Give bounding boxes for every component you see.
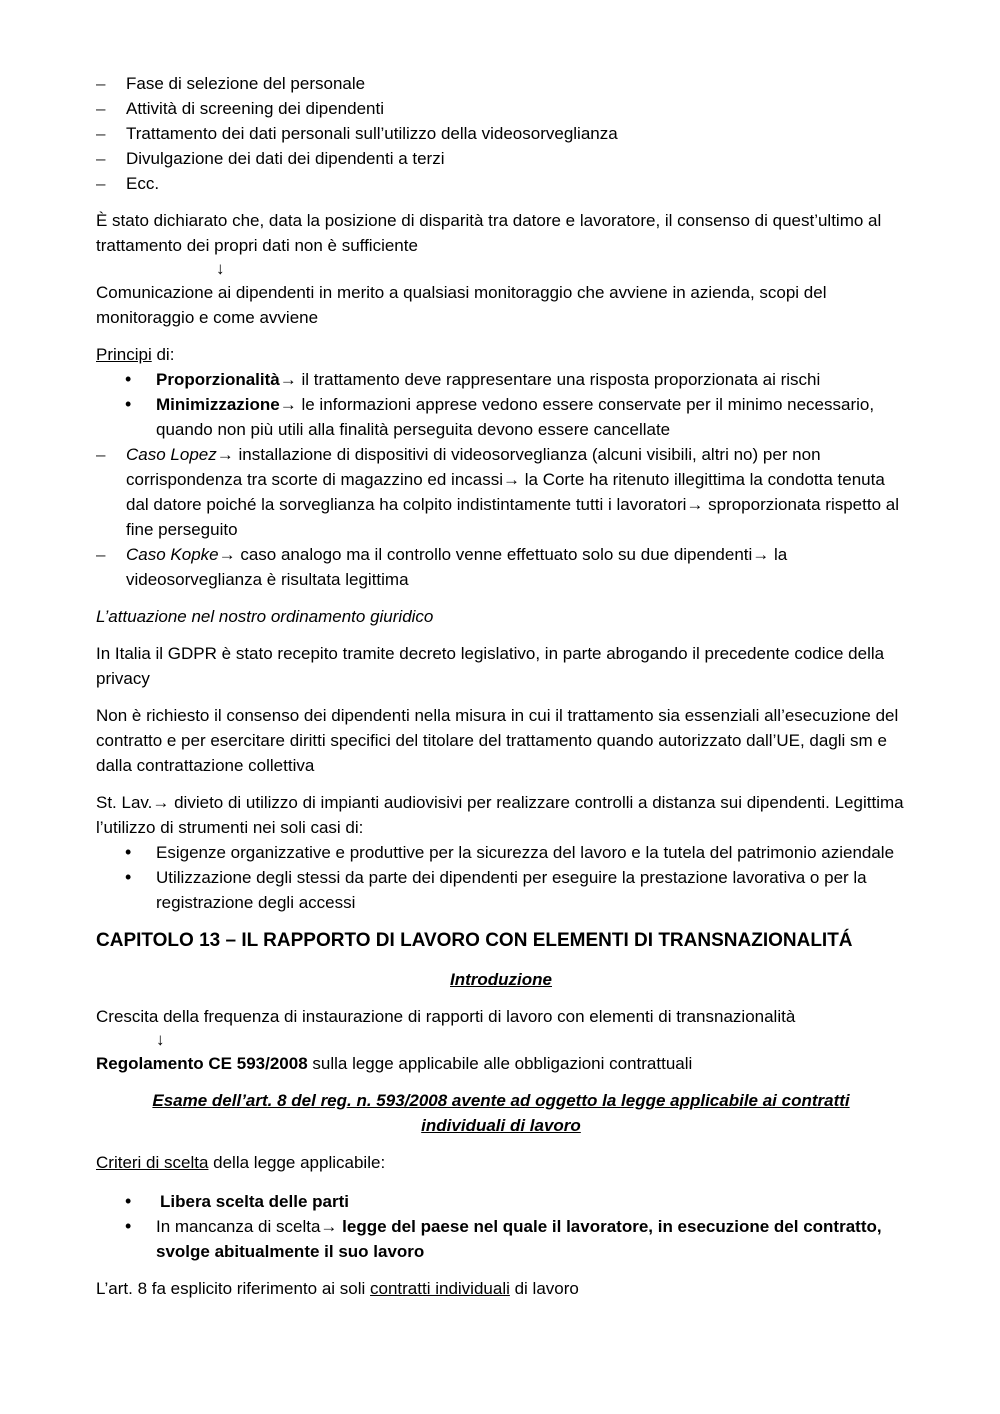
list-item: – Fase di selezione del personale xyxy=(66,71,906,96)
principle-term: Minimizzazione xyxy=(156,395,280,414)
case-name: Caso Kopke xyxy=(126,545,219,564)
list-item xyxy=(96,392,906,442)
principle-text: → il trattamento deve rappresentare una risposta proporzionata ai rischi xyxy=(279,370,821,389)
list-criteria xyxy=(96,1189,906,1264)
exam-title: Esame dell’art. 8 del reg. n. 593/2008 avente ad oggetto la legge applicabile ai contratti individuali di lavoro xyxy=(152,1091,850,1135)
criterion-bold: Libera scelta delle parti xyxy=(160,1192,349,1211)
list-item xyxy=(96,442,906,542)
document-page xyxy=(96,71,906,1301)
list-dash-topics xyxy=(66,71,906,196)
paragraph-regulation xyxy=(96,1051,906,1076)
list-principles xyxy=(96,367,906,442)
paragraph-communication: Comunicazione ai dipendenti in merito a qualsiasi monitoraggio che avviene in azienda, scopi del monitoraggio e come avviene xyxy=(96,283,827,327)
paragraph-st-lav: St. Lav.→ divieto di utilizzo di impianti audiovisivi per realizzare controlli a distanza sui dipendenti. Legittima l’utilizzo di strumenti nei soli casi di: xyxy=(96,793,904,837)
section-title: L’attuazione nel nostro ordinamento giuridico xyxy=(96,607,434,626)
final-post: di lavoro xyxy=(509,1279,579,1298)
list-item xyxy=(96,1214,906,1264)
list-item: – Divulgazione dei dati dei dipendenti a terzi xyxy=(66,146,906,171)
list-item: – Trattamento dei dati personali sull’utilizzo della videosorveglianza xyxy=(66,121,906,146)
principi-heading xyxy=(96,342,906,367)
paragraph-growth: Crescita della frequenza di instaurazione di rapporti di lavoro con elementi di transnazionalità xyxy=(96,1007,796,1026)
principle-text: → le informazioni apprese vedono essere conservate per il minimo necessario, quando non più utili alla finalità perseguita devono essere cancellate xyxy=(156,395,875,439)
criteri-label: Criteri di scelta xyxy=(96,1153,209,1172)
chapter-title: CAPITOLO 13 – IL RAPPORTO DI LAVORO CON ELEMENTI DI TRANSNAZIONALITÁ xyxy=(96,930,853,951)
list-item: • Esigenze organizzative e produttive per la sicurezza del lavoro e la tutela del patrimonio aziendale xyxy=(96,840,906,865)
criteri-suffix: della legge applicabile: xyxy=(208,1153,386,1172)
case-text: → installazione di dispositivi di videosorveglianza (alcuni visibili, altri no) per non corrispondenza tra scorte di magazzino ed incassi→ la Corte ha ritenuto illegittima la condotta tenuta dal datore poiché la sorveglianza ha colpito indistintamente tutti i lavoratori→ sproporzionata rispetto al fine perseguito xyxy=(126,445,899,539)
final-underlined: contratti individuali xyxy=(370,1279,510,1298)
final-pre: L’art. 8 fa esplicito riferimento ai soli xyxy=(96,1279,371,1298)
case-text: → caso analogo ma il controllo venne effettuato solo su due dipendenti→ la videosorveglianza è risultata legittima xyxy=(126,545,788,589)
list-item: • Utilizzazione degli stessi da parte dei dipendenti per eseguire la prestazione lavorativa o per la registrazione degli accessi xyxy=(96,865,906,915)
regulation-rest: sulla legge applicabile alle obbligazioni contrattuali xyxy=(307,1054,693,1073)
paragraph-final xyxy=(96,1276,906,1301)
paragraph-gdpr: In Italia il GDPR è stato recepito tramite decreto legislativo, in parte abrogando il precedente codice della privacy xyxy=(96,644,885,688)
intro-title: Introduzione xyxy=(450,970,552,989)
criterion-pre: In mancanza di scelta→ xyxy=(156,1217,343,1236)
paragraph-consent: È stato dichiarato che, data la posizione di disparità tra datore e lavoratore, il consenso di quest’ultimo al trattamento dei propri dati non è sufficiente xyxy=(96,211,882,255)
list-item xyxy=(96,367,906,392)
criterion-bold: legge del paese nel quale il lavoratore, in esecuzione del contratto, svolge abitualmente il suo lavoro xyxy=(156,1217,882,1261)
list-item xyxy=(96,542,906,592)
principi-suffix: di: xyxy=(151,345,175,364)
paragraph-no-consent: Non è richiesto il consenso dei dipendenti nella misura in cui il trattamento sia essenziali all’esecuzione del contratto e per esercitare diritti specifici del titolare del trattamento quando autorizzato dall’UE, dagli sm e dalla contrattazione collettiva xyxy=(96,706,899,775)
list-item: – Ecc. xyxy=(66,171,906,196)
principi-label: Principi xyxy=(96,345,152,364)
list-item xyxy=(96,1189,906,1214)
criteri-heading xyxy=(96,1150,906,1175)
principle-term: Proporzionalità xyxy=(156,370,280,389)
case-name: Caso Lopez xyxy=(126,445,217,464)
list-item: – Attività di screening dei dipendenti xyxy=(66,96,906,121)
list-cases xyxy=(96,442,906,592)
list-cases-legit xyxy=(96,840,906,915)
arrow-down-icon: ↓ xyxy=(156,1030,165,1049)
arrow-down-icon: ↓ xyxy=(216,259,225,278)
regulation-name: Regolamento CE 593/2008 xyxy=(96,1054,308,1073)
